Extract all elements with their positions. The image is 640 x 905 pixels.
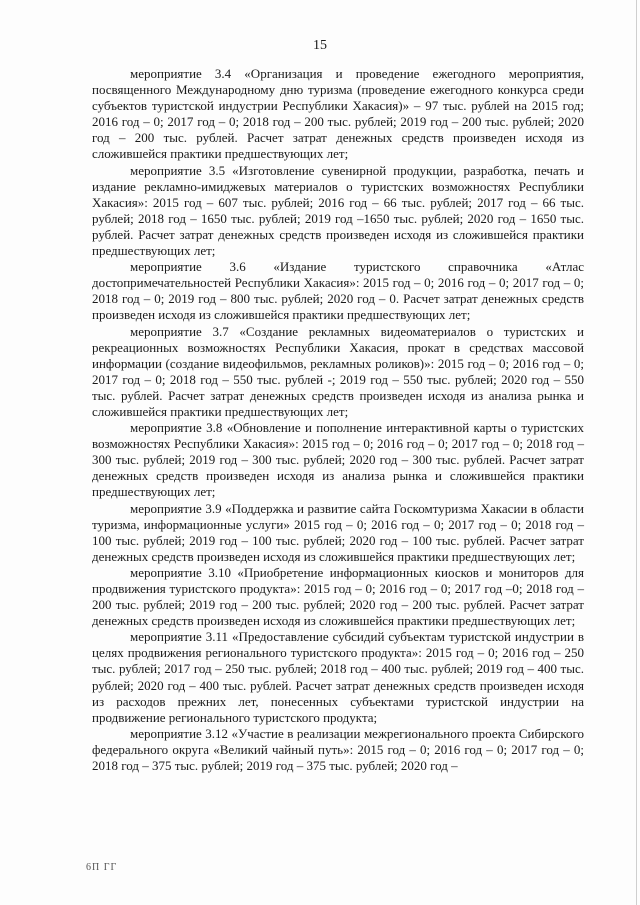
paragraph-measure-3-8: мероприятие 3.8 «Обновление и пополнение интерактивной карты о туристских возможностях Республики Хакасия»: 2015 год – 0; 2016 год – 0; 2017 год – 0; 2018 год – 300 тыс. рублей; 2019 год – 300 тыс. рублей; 2020 год – 300 тыс. рублей. Расчет затрат денежных средств произведен исходя из анализа рынка и сложившейся практики предшествующих лет;: [92, 420, 584, 500]
paragraph-measure-3-7: мероприятие 3.7 «Создание рекламных видеоматериалов о туристских и рекреационных возможностях Республики Хакасия, прокат в средствах массовой информации (создание видеофильмов, рекламных роликов)»: 2015 год – 0; 2016 год – 0; 2017 год – 0; 2018 год – 550 тыс. рублей -; 2019 год – 550 тыс. рублей; 2020 год – 550 тыс. рублей. Расчет затрат денежных средств произведен исходя из анализа рынка и сложившейся практики предшествующих лет;: [92, 323, 584, 419]
paragraph-measure-3-10: мероприятие 3.10 «Приобретение информационных киосков и мониторов для продвижения туристского продукта»: 2015 год – 0; 2016 год – 0; 2017 год –0; 2018 год – 200 тыс. рублей; 2019 год – 200 тыс. рублей; 2020 год – 200 тыс. рублей. Расчет затрат денежных средств произведен исходя из сложившейся практики предшествующих лет;: [92, 564, 584, 629]
scan-edge-line: [636, 0, 637, 905]
paragraph-measure-3-9: мероприятие 3.9 «Поддержка и развитие сайта Госкомтуризма Хакасии в области туризма, информационные услуги» 2015 год – 0; 2016 год – 0; 2017 год – 0; 2018 год – 100 тыс. рублей; 2019 год – 100 тыс. рублей; 2020 год – 100 тыс. рублей. Расчет затрат денежных средств произведен исходя из сложившейся практики предшествующих лет;: [92, 500, 584, 564]
page-number: 15: [313, 38, 327, 53]
footer-mark: 6П ГГ: [86, 862, 118, 873]
document-body: [92, 66, 584, 774]
paragraph-measure-3-5: мероприятие 3.5 «Изготовление сувенирной продукции, разработка, печать и издание рекламно-имиджевых материалов о туристских возможностях Республики Хакасия»: 2015 год – 607 тыс. рублей; 2016 год – 66 тыс. рублей; 2017 год – 66 тыс. рублей; 2018 год – 1650 тыс. рублей; 2019 год –1650 тыс. рублей; 2020 год – 1650 тыс. рублей. Расчет затрат денежных средств произведен исходя из сложившейся практики предшествующих лет;: [92, 162, 584, 259]
paragraph-measure-3-4: мероприятие 3.4 «Организация и проведение ежегодного мероприятия, посвященного Международному дню туризма (проведение ежегодного конкурса среди субъектов туристской индустрии Республики Хакасия)» – 97 тыс. рублей на 2015 год; 2016 год – 0; 2017 год – 0; 2018 год – 200 тыс. рублей; 2019 год – 200 тыс. рублей; 2020 год – 200 тыс. рублей. Расчет затрат денежных средств произведен исходя из сложившейся практики предшествующих лет;: [92, 66, 584, 162]
paragraph-measure-3-6: мероприятие 3.6 «Издание туристского справочника «Атлас достопримечательностей Республики Хакасия»: 2015 год – 0; 2016 год – 0; 2017 год – 0; 2018 год – 0; 2019 год – 800 тыс. рублей; 2020 год – 0. Расчет затрат денежных средств произведен исходя из сложившейся практики предшествующих лет;: [92, 259, 584, 323]
paragraph-measure-3-11: мероприятие 3.11 «Предоставление субсидий субъектам туристской индустрии в целях продвижения регионального туристского продукта»: 2015 год – 0; 2016 год – 250 тыс. рублей; 2017 год – 250 тыс. рублей; 2018 год – 400 тыс. рублей; 2019 год – 400 тыс. рублей; 2020 год – 400 тыс. рублей. Расчет затрат денежных средств произведен исходя из расходов прежних лет, понесенных субъектами туристской индустрии на продвижение регионального туристского продукта;: [92, 629, 584, 725]
paragraph-measure-3-12: мероприятие 3.12 «Участие в реализации межрегионального проекта Сибирского федерального округа «Великий чайный путь»: 2015 год – 0; 2016 год – 0; 2017 год – 0; 2018 год – 375 тыс. рублей; 2019 год – 375 тыс. рублей; 2020 год –: [92, 725, 584, 774]
